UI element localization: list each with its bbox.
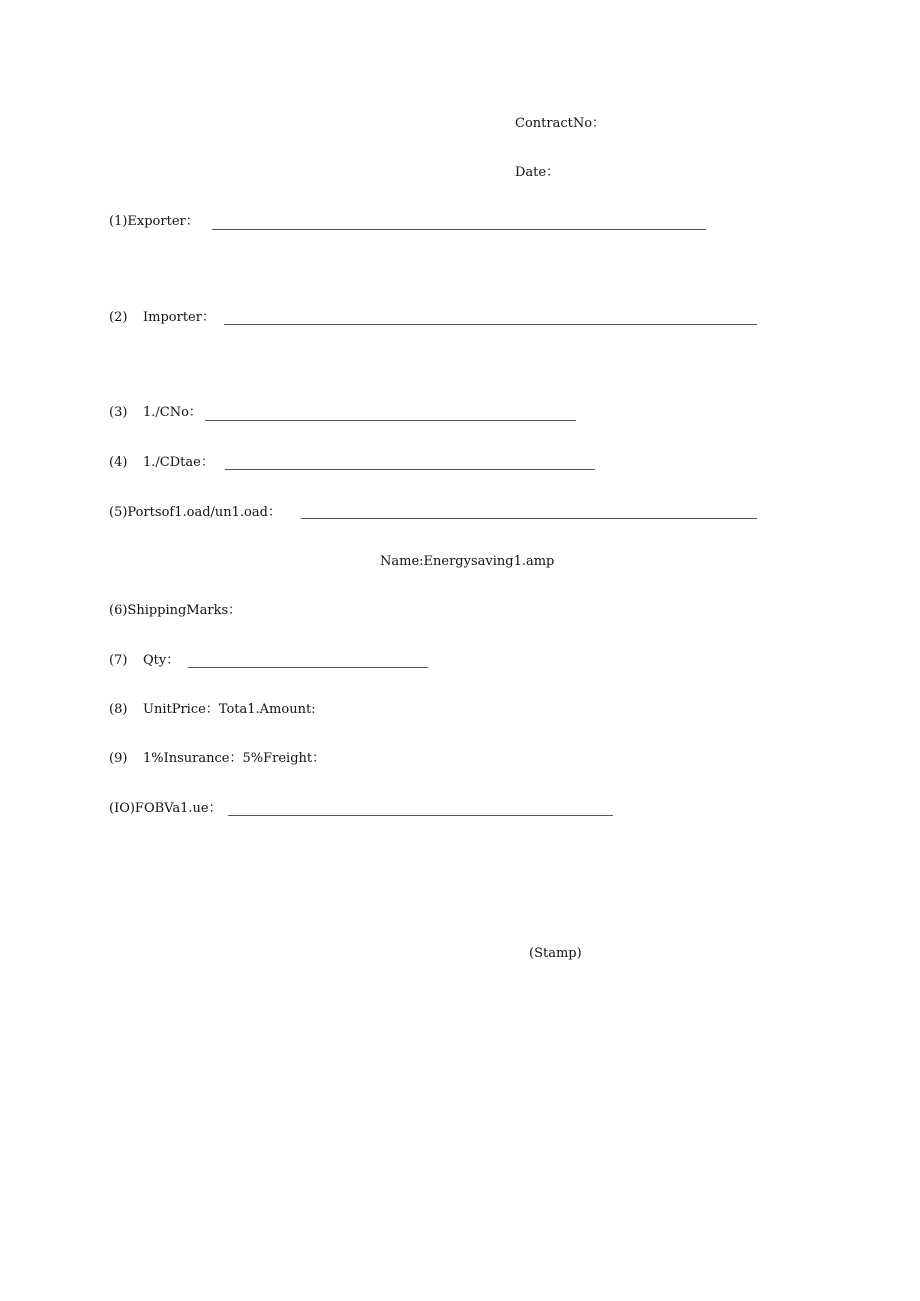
- insurance-number: (9): [109, 751, 128, 766]
- importer-number: (2): [109, 310, 128, 325]
- exporter-underline: [212, 229, 706, 230]
- lc-no-underline: [205, 420, 576, 421]
- lc-date-underline: [225, 469, 595, 470]
- insurance-label: 1%Insurance：5%Freight：: [143, 751, 326, 766]
- importer-label: Importer：: [143, 310, 215, 325]
- shipping-marks-label: (6)ShippingMarks：: [109, 603, 242, 618]
- contract-no-label: ContractNo：: [515, 116, 606, 131]
- lc-date-label: 1./CDtae：: [143, 455, 214, 470]
- unit-price-label: UnitPrice：Tota1.Amount:: [143, 702, 316, 717]
- exporter-label: (1)Exporter：: [109, 214, 199, 229]
- ports-underline: [301, 518, 757, 519]
- fob-value-label: (IO)FOBVa1.ue：: [109, 801, 222, 816]
- unit-price-number: (8): [109, 702, 128, 717]
- qty-underline: [188, 667, 428, 668]
- stamp-label: (Stamp): [529, 946, 582, 961]
- importer-underline: [224, 324, 757, 325]
- lc-no-label: 1./CNo：: [143, 405, 202, 420]
- ports-label: (5)Portsof1.oad/un1.oad：: [109, 505, 281, 520]
- fob-value-underline: [228, 815, 613, 816]
- lc-no-number: (3): [109, 405, 128, 420]
- lc-date-number: (4): [109, 455, 128, 470]
- qty-number: (7): [109, 653, 128, 668]
- date-label: Date：: [515, 165, 560, 180]
- qty-label: Qty：: [143, 653, 180, 668]
- goods-name: Name:Energysaving1.amp: [380, 554, 555, 569]
